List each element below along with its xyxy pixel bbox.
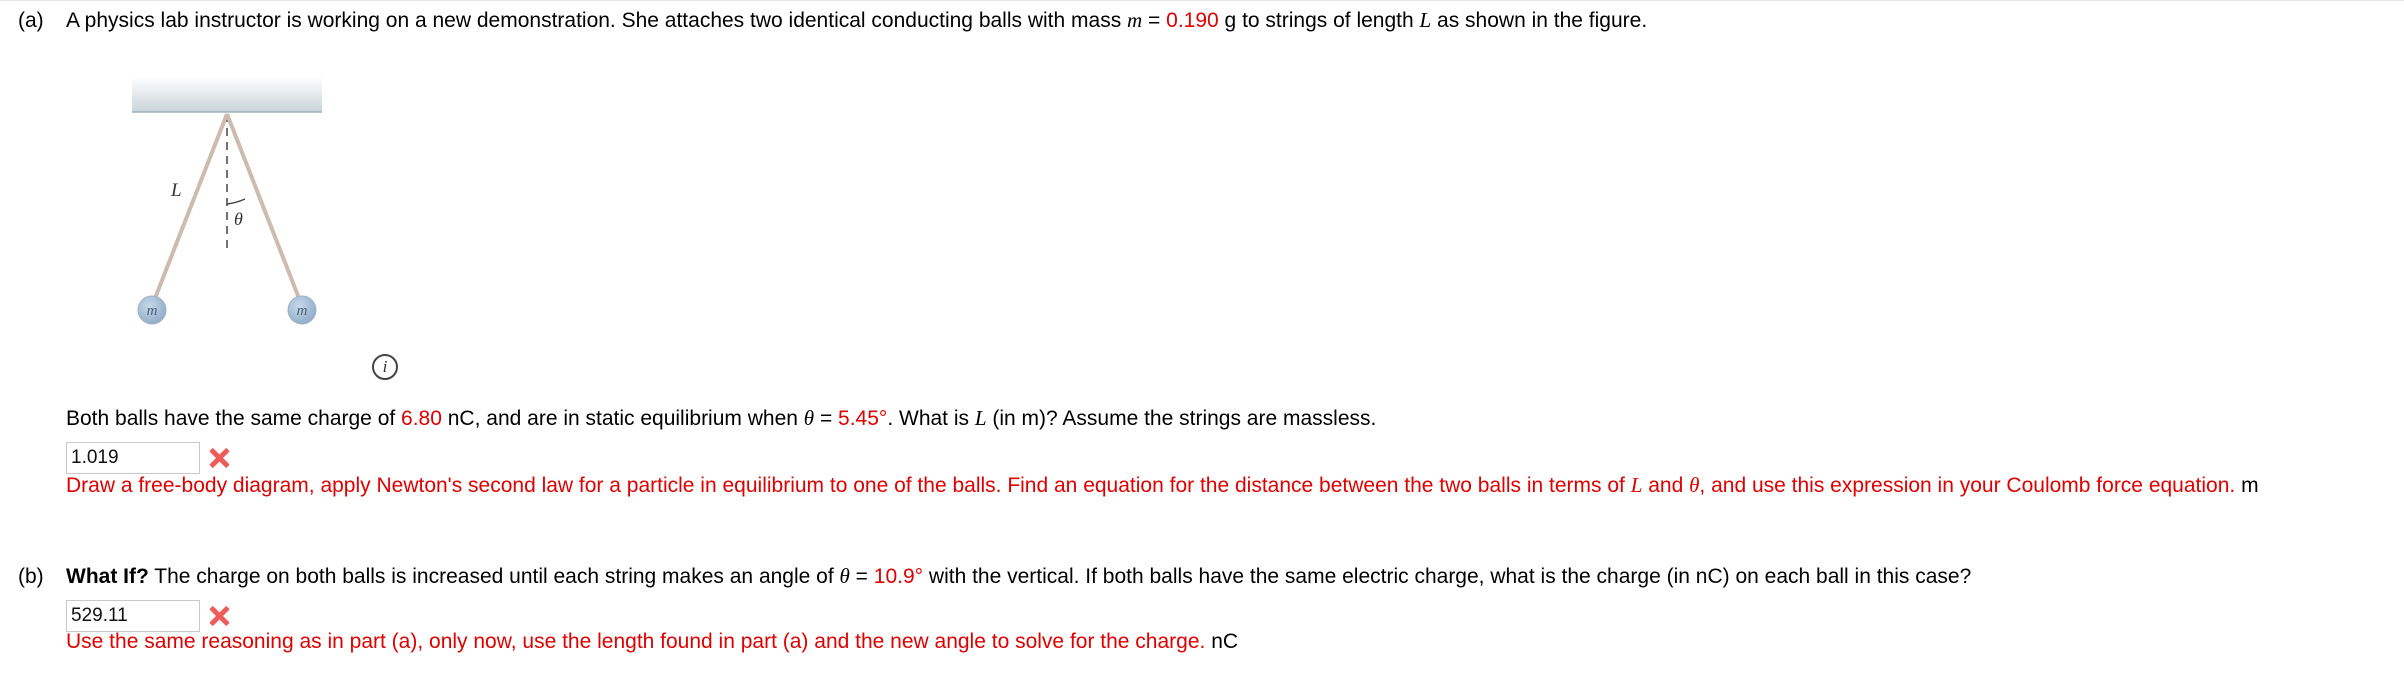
theta-symbol-b: θ: [839, 564, 850, 588]
part-b-text-1: The charge on both balls is increased until each string makes an angle of: [148, 565, 840, 588]
question-a-text-2: nC, and are in static equilibrium when: [441, 407, 804, 430]
charge-value: 6.80: [401, 407, 442, 430]
part-a-answer-row: [66, 442, 230, 474]
left-ball-mass-label: m: [146, 303, 158, 319]
part-b-unit: nC: [1211, 630, 1239, 653]
theta-label: θ: [234, 209, 243, 229]
theta-equals-b: =: [849, 565, 874, 588]
mass-symbol: m: [1127, 8, 1143, 32]
part-b-answer-row: [66, 600, 230, 632]
incorrect-x-icon: [208, 605, 230, 627]
right-ball-mass-label: m: [296, 303, 308, 319]
top-divider: [0, 0, 2404, 1]
hint-a-theta-symbol: θ: [1689, 473, 1700, 497]
theta-equals-a: =: [814, 407, 839, 430]
part-b-label: (b): [18, 565, 44, 588]
hint-a-length-symbol: L: [1630, 473, 1643, 497]
part-a-intro-2: g to strings of length: [1218, 9, 1420, 32]
part-b-feedback: [66, 630, 1238, 654]
mass-equals: =: [1142, 9, 1167, 32]
theta-symbol-a: θ: [803, 406, 815, 430]
hint-a-text-1: Draw a free-body diagram, apply Newton's second law for a particle in equilibrium to one of the balls. Find an equation for the distance between the two balls in terms of: [66, 474, 1631, 497]
theta-value-a: 5.45°: [838, 407, 888, 430]
question-a-text-3: . What is: [887, 407, 975, 430]
theta-value-b: 10.9°: [873, 565, 924, 588]
part-a-prompt: [18, 8, 1647, 33]
question-a-length-symbol: L: [974, 406, 987, 430]
hint-a-text-2: , and use this expression in your Coulomb force equation.: [1699, 474, 2236, 497]
question-a-text-1: Both balls have the same charge of: [66, 407, 402, 430]
question-a-text-4: (in m)? Assume the strings are massless.: [986, 407, 1377, 430]
part-a-unit: m: [2241, 474, 2259, 497]
angle-arc: [227, 199, 245, 204]
what-if-label: What If?: [66, 565, 149, 588]
mass-value: 0.190: [1166, 9, 1219, 32]
part-a-intro-1: A physics lab instructor is working on a new demonstration. She attaches two identical conducting balls with mass: [66, 9, 1128, 32]
part-a-answer-input[interactable]: [66, 442, 200, 474]
part-a-label: (a): [18, 9, 44, 32]
part-b-prompt: [18, 564, 1971, 589]
left-string: [152, 114, 227, 306]
hint-b-text: Use the same reasoning as in part (a), only now, use the length found in part (a) and the new angle to solve for the charge.: [66, 630, 1206, 653]
part-b-text-2: with the vertical. If both balls have the same electric charge, what is the charge (in nC) on each ball in this case?: [923, 565, 1972, 588]
length-symbol: L: [1419, 8, 1432, 32]
part-b-answer-input[interactable]: [66, 600, 200, 632]
hint-a-and: and: [1642, 474, 1690, 497]
ceiling-support: [132, 76, 322, 112]
info-icon[interactable]: i: [372, 354, 398, 380]
incorrect-x-icon: [208, 447, 230, 469]
pendulum-figure: [128, 70, 328, 340]
length-label: L: [171, 180, 182, 201]
part-a-intro-3: as shown in the figure.: [1431, 9, 1648, 32]
part-a-feedback: [66, 472, 2366, 499]
part-a-question: [66, 406, 1376, 431]
